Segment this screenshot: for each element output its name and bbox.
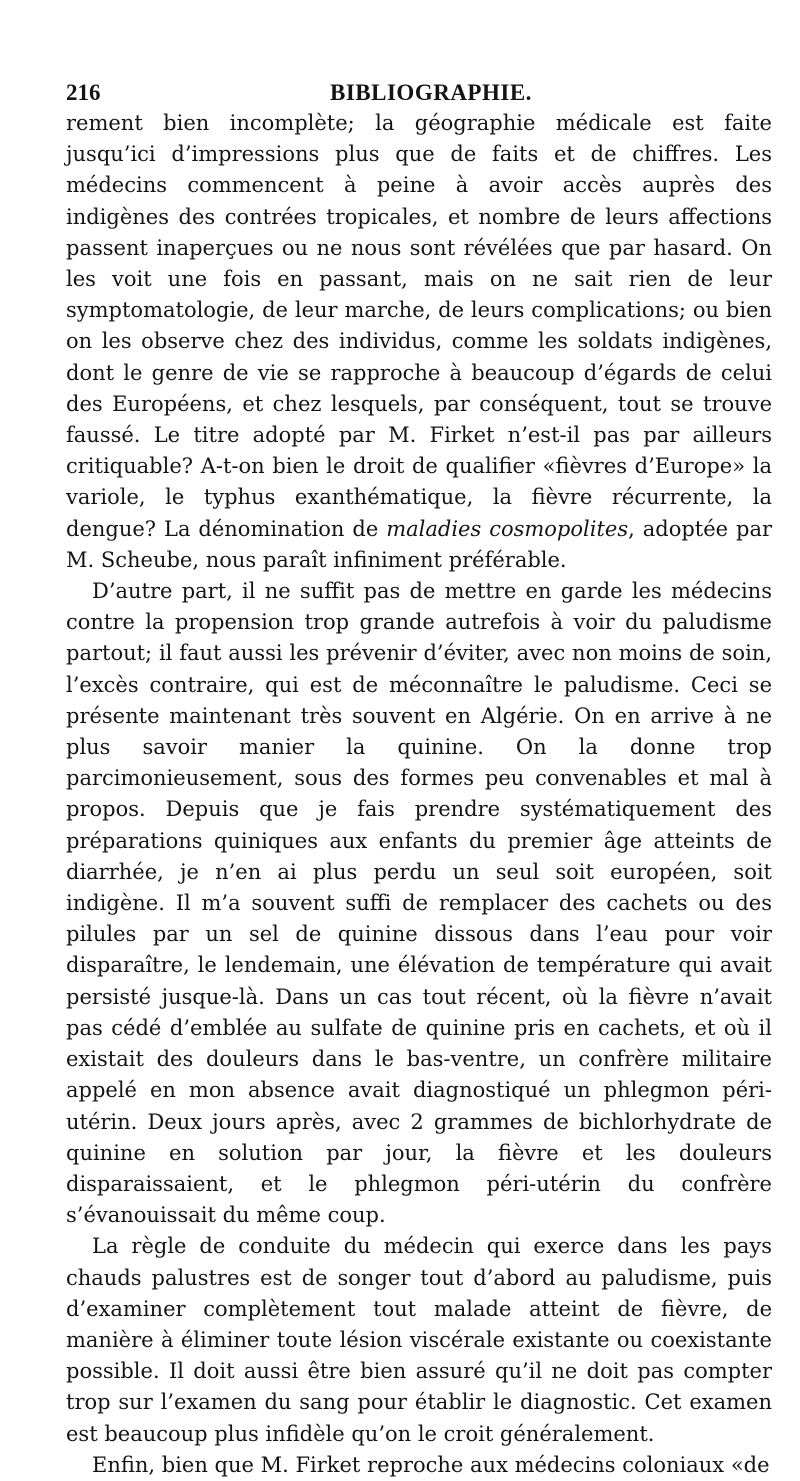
running-head bbox=[66, 74, 772, 108]
paragraph-3: La règle de conduite du médecin qui exerce dans les pays chauds palustres est de songer tout d’abord au paludisme, puis d’examiner complètement tout malade atteint de fièvre, de manière à éliminer toute lésion viscérale existante ou coexistante possible. Il doit aussi être bien assuré qu’il ne doit pas compter trop sur l’examen du sang pour établir le diagnostic. Cet examen est beaucoup plus infidèle qu’on le croit généralement. bbox=[66, 1234, 772, 1446]
paragraph-1-text-start: rement bien incomplète; la géographie médicale est faite jusqu’ici d’impressions plus que de faits et de chiffres. Les médecins commencent à peine à avoir accès auprès des indigènes des contrées tropicales, et nombre de leurs affections passent inaperçues ou ne nous sont révélées que par hasard. On les voit une fois en passant, mais on ne sait rien de leur symptomatologie, de leur marche, de leurs complications; ou bien on les observe chez des individus, comme les soldats indigènes, dont le genre de vie se rapproche à beaucoup d’égards de celui des Européens, et chez lesquels, par conséquent, tout se trouve faussé. Le titre adopté par M. Firket n’est-il pas par ailleurs critiquable? A-t-on bien le droit de qualifier «fièvres d’Europe» la variole, le typhus exanthématique, la fièvre récurrente, la dengue? La dénomination de bbox=[66, 111, 772, 541]
paragraph-1-italic-term: maladies cosmopolites bbox=[386, 516, 629, 541]
paragraph-1-text-end: , adoptée par M. Scheube, nous paraît infiniment préférable. bbox=[66, 516, 773, 572]
body-text bbox=[66, 108, 772, 1481]
running-title: BIBLIOGRAPHIE. bbox=[330, 80, 532, 105]
page-number: 216 bbox=[66, 80, 101, 105]
paragraph-2: D’autre part, il ne suffit pas de mettre en garde les médecins contre la propension trop grande autrefois à voir du paludisme partout; il faut aussi les prévenir d’éviter, avec non moins de soin, l’excès contraire, qui est de méconnaître le paludisme. Ceci se présente maintenant très souvent en Algérie. On en arrive à ne plus savoir manier la quinine. On la donne trop parcimonieusement, sous des formes peu convenables et mal à propos. Depuis que je fais prendre systématiquement des préparations quiniques aux enfants du premier âge atteints de diarrhée, je n’en ai plus perdu un seul soit européen, soit indigène. Il m’a souvent suffi de remplacer des cachets ou des pilules par un sel de quinine dissous dans l’eau pour voir disparaître, le lendemain, une élévation de température qui avait persisté jusque-là. Dans un cas tout récent, où la fièvre n’avait pas cédé d’emblée au sulfate de quinine pris en cachets, et où il existait des douleurs dans le bas-ventre, un confrère militaire appelé en mon absence avait diagnostiqué un phlegmon péri-utérin. Deux jours après, avec 2 grammes de bichlorhydrate de quinine en solution par jour, la fièvre et les douleurs disparaissaient, et le phlegmon péri-utérin du confrère s’évanouissait du même coup. bbox=[66, 579, 772, 1228]
paragraph-1 bbox=[66, 108, 772, 576]
paragraph-4: Enfin, bien que M. Firket reproche aux médecins coloniaux «de bbox=[92, 1452, 770, 1477]
